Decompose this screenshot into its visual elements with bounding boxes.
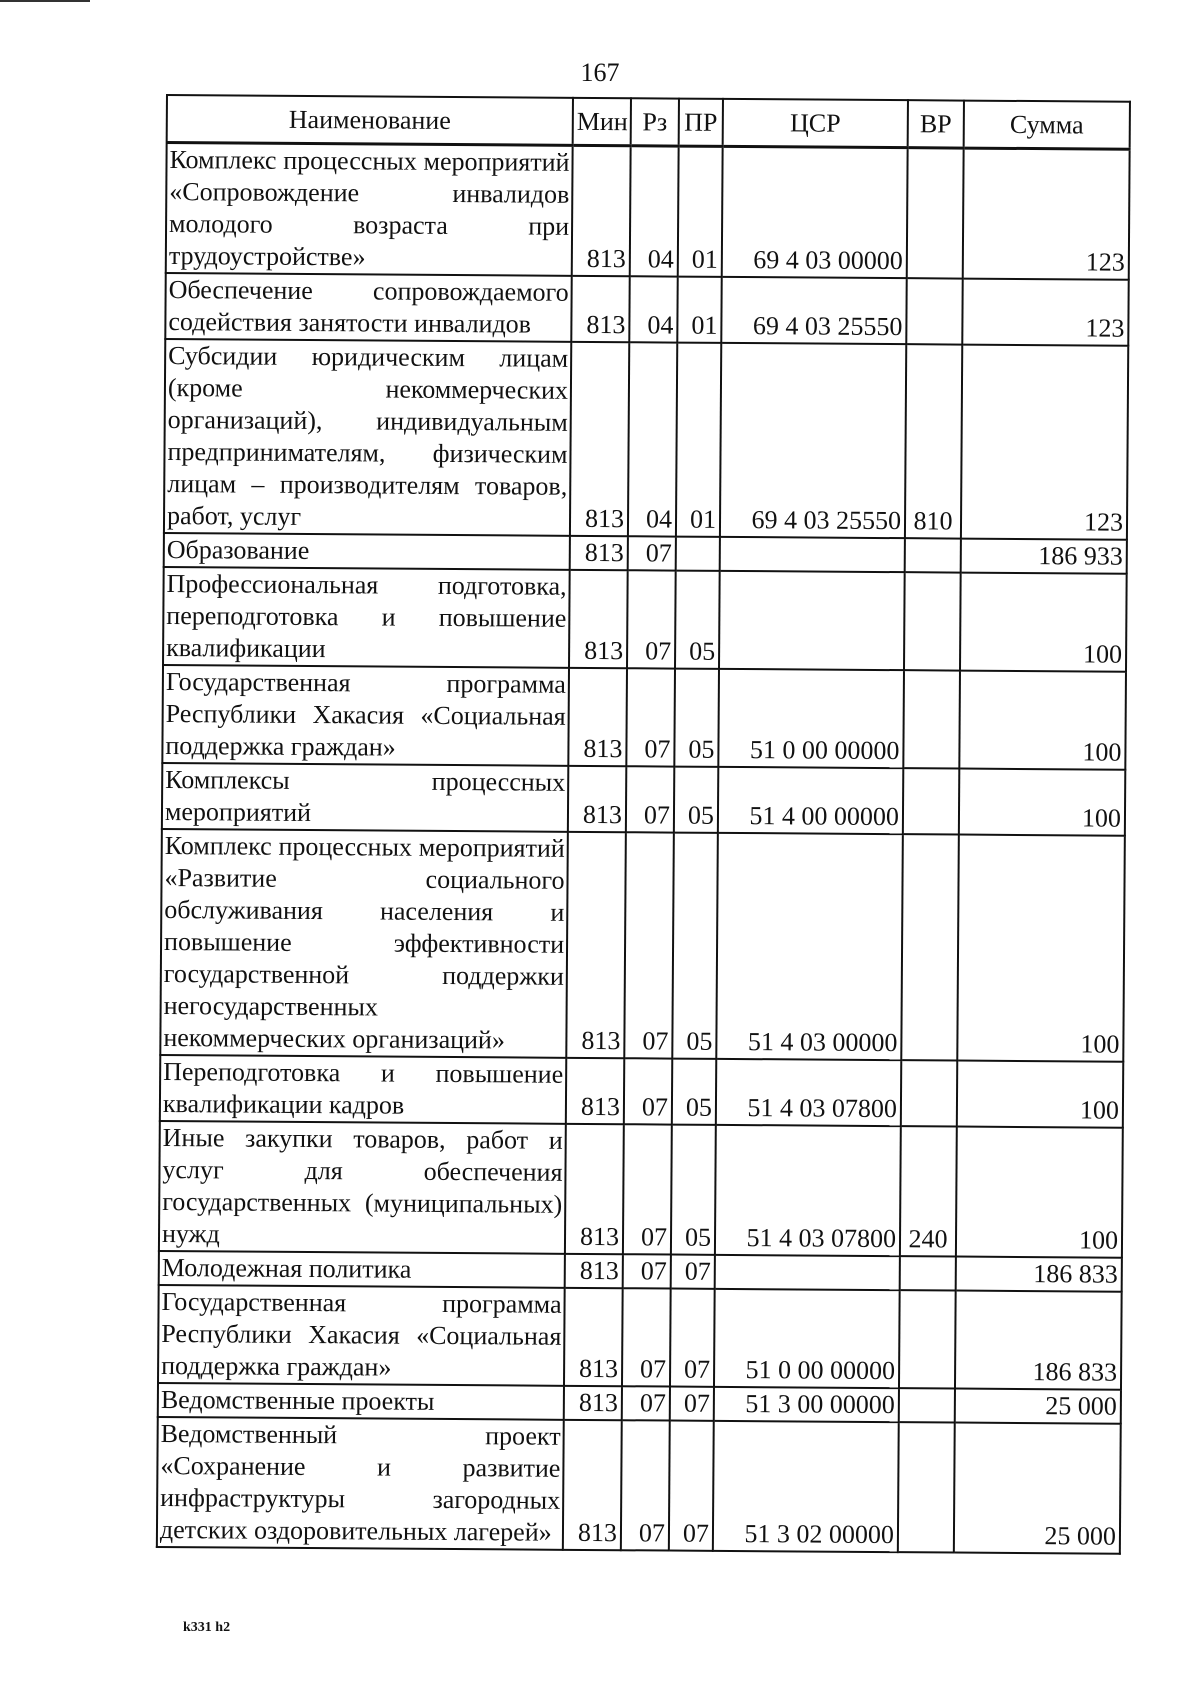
- row-csr: 51 4 03 07800: [715, 1125, 901, 1256]
- row-sum: 100: [959, 769, 1125, 836]
- table-row: [160, 829, 1125, 1062]
- table-row: [162, 665, 1126, 770]
- row-name: Профессиональная подготовка, переподготовка и повышение квалификации: [163, 567, 570, 668]
- row-name: Иные закупки товаров, работ и услуг для обеспечения государственных (муниципальных) нужд: [159, 1121, 566, 1254]
- row-min: 813: [572, 145, 631, 276]
- row-vr: [904, 572, 961, 670]
- row-sum: 123: [963, 148, 1130, 280]
- budget-table: [156, 94, 1131, 1555]
- row-pr: 01: [677, 277, 721, 343]
- row-rz: 07: [624, 832, 674, 1058]
- row-name: Обеспечение сопровождаемого содействия занятости инвалидов: [165, 273, 571, 342]
- row-rz: 07: [623, 1124, 672, 1254]
- row-rz: 07: [623, 1254, 671, 1288]
- row-csr: [715, 1255, 900, 1290]
- row-csr: 51 3 00 00000: [714, 1387, 899, 1422]
- row-vr: [905, 538, 961, 572]
- row-sum: 100: [956, 1127, 1123, 1258]
- header-row: [167, 95, 1130, 149]
- row-sum: 25 000: [955, 1389, 1121, 1424]
- table-row: [162, 763, 1125, 836]
- row-vr: 240: [900, 1126, 957, 1256]
- row-pr: [676, 537, 720, 571]
- table-row: [158, 1285, 1122, 1390]
- row-vr: [898, 1422, 955, 1552]
- header-vr: ВР: [908, 100, 964, 148]
- row-name: Ведомственные проекты: [158, 1383, 564, 1420]
- row-csr: 51 0 00 00000: [714, 1289, 900, 1388]
- row-name: Государственная программа Республики Хакасия «Социальная поддержка граждан»: [162, 665, 569, 766]
- row-name: Комплекс процессных мероприятий «Сопровождение инвалидов молодого возраста при трудоустройстве»: [166, 143, 573, 276]
- row-pr: 01: [676, 343, 721, 537]
- row-vr: [899, 1388, 955, 1422]
- table-row: [164, 339, 1128, 540]
- row-sum: 25 000: [954, 1423, 1121, 1554]
- header-min: Мин: [573, 98, 631, 146]
- row-csr: [720, 537, 905, 572]
- row-csr: [719, 571, 905, 670]
- row-pr: 01: [678, 146, 723, 277]
- row-min: 813: [565, 1124, 624, 1254]
- table-row: [157, 1417, 1121, 1554]
- row-min: 813: [563, 1420, 622, 1550]
- row-name: Государственная программа Республики Хакасия «Социальная поддержка граждан»: [158, 1285, 565, 1386]
- row-min: 813: [571, 276, 629, 342]
- row-sum: 100: [957, 1061, 1123, 1128]
- footer-code: k331 h2: [183, 1620, 231, 1635]
- row-vr: [899, 1290, 956, 1388]
- row-vr: [901, 1060, 957, 1126]
- page-number: 167: [580, 58, 620, 87]
- row-vr: [907, 148, 964, 279]
- row-min: 813: [568, 668, 627, 766]
- row-sum: 100: [959, 671, 1126, 770]
- row-csr: 51 0 00 00000: [718, 669, 904, 768]
- row-pr: 05: [672, 833, 718, 1059]
- row-rz: 07: [624, 1058, 672, 1124]
- row-vr: [903, 768, 959, 834]
- row-pr: 05: [674, 669, 719, 767]
- table-row: [165, 273, 1128, 346]
- table-row: [159, 1121, 1123, 1258]
- row-rz: 07: [626, 766, 674, 832]
- row-csr: 51 4 03 07800: [716, 1059, 901, 1126]
- header-name: Наименование: [167, 95, 573, 145]
- row-pr: 07: [671, 1255, 715, 1289]
- row-sum: 186 833: [955, 1291, 1122, 1390]
- row-name: Переподготовка и повышение квалификации кадров: [160, 1055, 566, 1124]
- row-csr: 69 4 03 25550: [720, 343, 906, 538]
- row-pr: 07: [670, 1289, 715, 1387]
- row-pr: 05: [674, 767, 718, 833]
- row-csr: 51 3 02 00000: [713, 1421, 899, 1552]
- header-sum: Сумма: [964, 101, 1130, 150]
- row-vr: [900, 1256, 956, 1290]
- row-rz: 07: [627, 570, 676, 668]
- row-pr: 05: [675, 571, 720, 669]
- row-sum: 186 833: [956, 1257, 1122, 1292]
- row-pr: 05: [671, 1125, 716, 1255]
- row-name: Комплекс процессных мероприятий «Развитие социального обслуживания населения и повышение эффективности государственной поддержки негосударственных некоммерческих организаций»: [160, 829, 568, 1058]
- table-row: [163, 567, 1127, 672]
- row-min: 813: [569, 570, 628, 668]
- table-row: [166, 143, 1130, 280]
- table-row: [160, 1055, 1123, 1128]
- row-rz: 04: [628, 342, 677, 536]
- row-min: 813: [565, 1254, 623, 1288]
- header-rz: Рз: [631, 98, 679, 146]
- row-csr: 51 4 03 00000: [716, 833, 903, 1060]
- row-csr: 51 4 00 00000: [718, 767, 903, 834]
- row-min: 813: [568, 766, 626, 832]
- row-rz: 07: [622, 1386, 670, 1420]
- row-min: 813: [564, 1386, 622, 1420]
- row-vr: 810: [905, 344, 962, 538]
- row-min: 813: [564, 1288, 623, 1386]
- row-pr: 05: [672, 1059, 716, 1125]
- row-rz: 04: [629, 276, 677, 342]
- row-min: 813: [570, 536, 628, 570]
- row-vr: [903, 670, 960, 768]
- row-min: 813: [566, 832, 626, 1058]
- row-sum: 100: [957, 835, 1125, 1062]
- row-min: 813: [570, 342, 629, 536]
- row-name: Молодежная политика: [159, 1251, 565, 1288]
- row-vr: [906, 278, 962, 344]
- row-name: Комплексы процессных мероприятий: [162, 763, 568, 832]
- row-name: Субсидии юридическим лицам (кроме некоммерческих организаций), индивидуальным предпринимателям, физическим лицам – производителям товаров, работ, услуг: [164, 339, 571, 536]
- header-csr: ЦСР: [723, 99, 908, 148]
- header-pr: ПР: [679, 99, 723, 147]
- row-sum: 123: [962, 279, 1128, 346]
- scan-edge-mark: [0, 0, 90, 2]
- row-csr: 69 4 03 00000: [722, 146, 908, 278]
- row-sum: 123: [961, 345, 1128, 540]
- row-rz: 04: [630, 146, 679, 277]
- row-min: 813: [566, 1058, 624, 1124]
- row-csr: 69 4 03 25550: [721, 277, 906, 344]
- row-rz: 07: [622, 1288, 671, 1386]
- row-vr: [901, 834, 959, 1060]
- row-rz: 07: [628, 536, 676, 570]
- row-pr: 07: [670, 1387, 714, 1421]
- row-name: Образование: [164, 533, 570, 570]
- row-sum: 186 933: [961, 539, 1127, 574]
- row-name: Ведомственный проект «Сохранение и развитие инфраструктуры загородных детских оздоровительных лагерей»: [157, 1417, 564, 1550]
- row-pr: 07: [669, 1421, 714, 1551]
- row-rz: 07: [621, 1420, 670, 1550]
- row-rz: 07: [626, 668, 675, 766]
- row-sum: 100: [960, 573, 1127, 672]
